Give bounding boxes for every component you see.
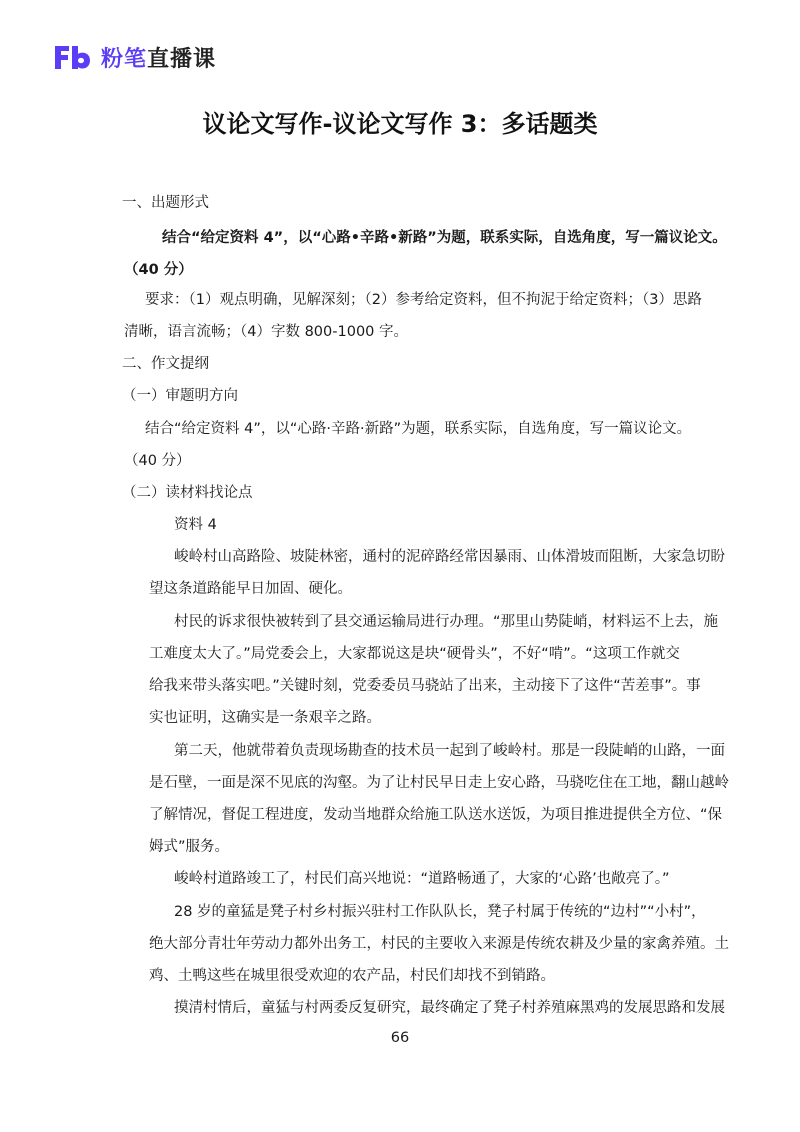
question-score: （40 分） <box>124 262 193 278</box>
paragraph-line: 结合“给定资料 4”，以“心路·辛路·新路”为题，联系实际，自选角度，写一篇议论文。 <box>145 421 692 437</box>
paragraph-line: 姆式”服务。 <box>149 839 230 855</box>
fenbi-logo-icon <box>53 42 93 72</box>
paragraph-line: 鸡、土鸭这些在城里很受欢迎的农产品，村民们却找不到销路。 <box>149 968 555 984</box>
subsection-heading: （一）审题明方向 <box>122 388 238 404</box>
paragraph-line: （40 分） <box>124 453 191 469</box>
page-title: 议论文写作-议论文写作 3：多话题类 <box>202 110 598 138</box>
paragraph-line: 给我来带头落实吧。”关键时刻，党委委员马骁站了出来，主动接下了这件“苦差事”。事 <box>149 678 701 694</box>
paragraph-line: 了解情况，督促工程进度，发动当地群众给施工队送水送饭，为项目推进提供全方位、“保 <box>149 807 723 823</box>
brand-logo <box>53 40 216 74</box>
page-number: 66 <box>390 1030 410 1046</box>
paragraph-line: 摸清村情后，童猛与村两委反复研究，最终确定了凳子村养殖麻黑鸡的发展思路和发展 <box>174 1000 725 1016</box>
paragraph-line: 第二天，他就带着负责现场勘查的技术员一起到了峻岭村。那是一段陡峭的山路，一面 <box>174 743 725 759</box>
material-label: 资料 4 <box>174 517 217 533</box>
paragraph-line: 峻岭村山高路险、坡陡林密，通村的泥碎路经常因暴雨、山体滑坡而阻断，大家急切盼 <box>174 549 725 565</box>
paragraph-line: 绝大部分青壮年劳动力都外出务工，村民的主要收入来源是传统农耕及少量的家禽养殖。土 <box>149 936 729 952</box>
section-heading: 一、出题形式 <box>122 195 209 211</box>
paragraph-line: 望这条道路能早日加固、硬化。 <box>149 581 352 597</box>
logo-text <box>101 42 216 73</box>
requirement-line: 要求：（1）观点明确，见解深刻；（2）参考给定资料，但不拘泥于给定资料；（3）思路 <box>145 292 702 308</box>
question-prompt: 结合“给定资料 4”，以“心路•辛路•新路”为题，联系实际，自选角度，写一篇议论文。 <box>162 230 727 246</box>
section-heading: 二、作文提纲 <box>122 356 209 372</box>
paragraph-line: 工难度太大了。”局党委会上，大家都说这是块“硬骨头”，不好“啃”。“这项工作就交 <box>149 646 680 662</box>
paragraph-line: 村民的诉求很快被转到了县交通运输局进行办理。“那里山势陡峭，材料运不上去，施 <box>174 614 719 630</box>
paragraph-line: 是石壁，一面是深不见底的沟壑。为了让村民早日走上安心路，马骁吃住在工地，翻山越岭 <box>149 775 729 791</box>
logo-product-text: 直播课 <box>147 46 217 72</box>
paragraph-line: 峻岭村道路竣工了，村民们高兴地说：“道路畅通了，大家的‘心路’也敞亮了。” <box>174 871 670 887</box>
requirement-line: 清晰，语言流畅；（4）字数 800-1000 字。 <box>124 324 409 340</box>
logo-brand-text: 粉笔 <box>101 46 148 72</box>
paragraph-line: 28 岁的童猛是凳子村乡村振兴驻村工作队队长，凳子村属于传统的“边村”“小村”， <box>174 904 706 920</box>
paragraph-line: 实也证明，这确实是一条艰辛之路。 <box>149 710 381 726</box>
subsection-heading: （二）读材料找论点 <box>122 485 253 501</box>
